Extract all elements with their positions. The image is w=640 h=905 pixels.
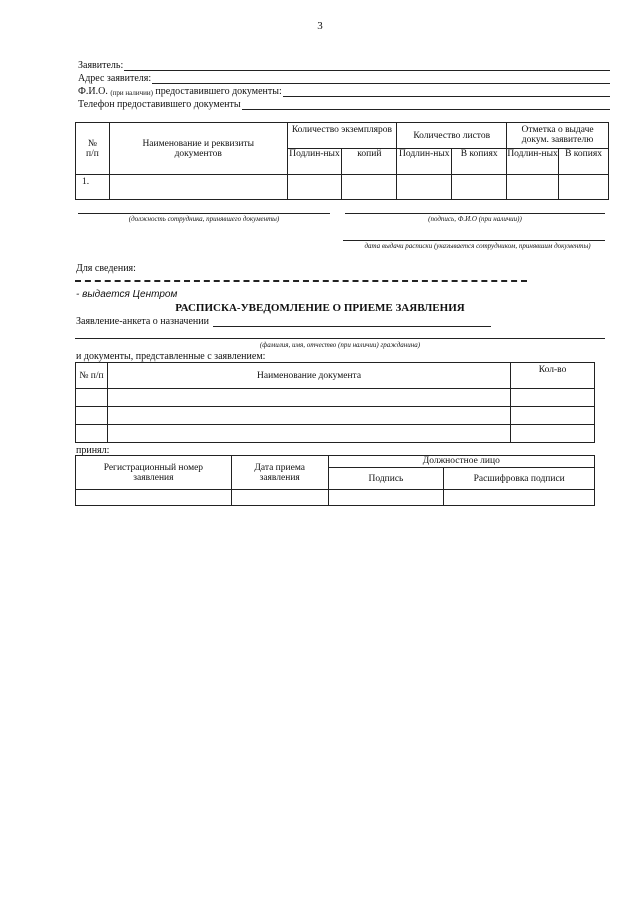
application-label: Заявление-анкета о назначении — [76, 316, 209, 327]
accepted-label: принял: — [76, 445, 110, 456]
col-copies-count-header: Количество экземпляров — [287, 123, 397, 149]
table-row — [76, 175, 609, 200]
row1-cell[interactable] — [342, 175, 397, 200]
acceptance-table — [75, 455, 595, 506]
table-row — [76, 490, 595, 506]
issue-date-line[interactable] — [343, 240, 605, 241]
citizen-fio-line[interactable] — [75, 338, 605, 339]
fio-suffix: предоставившего документы: — [155, 86, 282, 97]
signature-fio-caption: (подпись, Ф.И.О (при наличии)) — [428, 215, 522, 223]
and-documents-label: и документы, представленные с заявлением: — [76, 351, 266, 362]
sub-copies-header: копий — [342, 149, 397, 175]
col-doc-name-header: Наименование документа — [107, 363, 510, 389]
phone-field — [78, 99, 610, 110]
col-official-header: Должностное лицо — [328, 456, 594, 468]
sub-original2-header: Подлин-ных — [397, 149, 452, 175]
col-issue-mark-header: Отметка о выдаче докум. заявителю — [507, 123, 609, 149]
table-row — [76, 425, 595, 443]
sub-in-copies2-header: В копиях — [559, 149, 609, 175]
col-date-header: Дата приема заявления — [231, 456, 328, 490]
applicant-label: Заявитель: — [78, 60, 124, 71]
fio-field — [78, 86, 610, 97]
col-signature-header: Подпись — [328, 468, 444, 490]
row1-num: 1. — [76, 175, 110, 200]
row1-cell[interactable] — [397, 175, 452, 200]
table-row — [76, 389, 595, 407]
employee-position-line[interactable] — [78, 213, 330, 214]
employee-position-caption: (должность сотрудника, принявшего документы) — [128, 215, 280, 223]
col-num-header: № п/п — [76, 363, 108, 389]
issued-by-note: - выдается Центром — [76, 289, 178, 300]
citizen-fio-caption: (фамилия, имя, отчество (при наличии) гражданина) — [259, 341, 421, 349]
sub-in-copies-header: В копиях — [452, 149, 507, 175]
issue-date-caption: дата выдачи расписки (указывается сотрудником, принявшим документы) — [364, 242, 591, 250]
row1-cell[interactable] — [109, 175, 287, 200]
applicant-address-field — [78, 73, 610, 84]
col-name-header: Наименование и реквизиты документов — [109, 123, 287, 175]
col-num-header: № п/п — [76, 123, 110, 175]
receipt-title: РАСПИСКА-УВЕДОМЛЕНИЕ О ПРИЕМЕ ЗАЯВЛЕНИЯ — [175, 302, 465, 314]
for-info-label: Для сведения: — [76, 263, 136, 274]
col-sheets-count-header: Количество листов — [397, 123, 507, 149]
fio-prefix: Ф.И.О. — [78, 86, 108, 97]
table-row — [76, 407, 595, 425]
cut-line — [75, 280, 527, 282]
signature-fio-line[interactable] — [345, 213, 605, 214]
phone-line[interactable] — [242, 100, 610, 110]
col-qty-header: Кол-во — [511, 363, 595, 389]
submitted-documents-table — [75, 362, 595, 443]
row1-cell[interactable] — [507, 175, 559, 200]
application-field — [76, 316, 491, 327]
applicant-line[interactable] — [124, 61, 610, 71]
sub-original-header: Подлин-ных — [287, 149, 342, 175]
phone-label: Телефон предоставившего документы — [78, 99, 241, 110]
row1-cell[interactable] — [287, 175, 342, 200]
documents-table — [75, 122, 609, 200]
col-signature-decode-header: Расшифровка подписи — [444, 468, 595, 490]
page-number: 3 — [317, 20, 323, 32]
applicant-address-line[interactable] — [152, 74, 610, 84]
applicant-address-label: Адрес заявителя: — [78, 73, 152, 84]
row1-cell[interactable] — [559, 175, 609, 200]
sub-original3-header: Подлин-ных — [507, 149, 559, 175]
col-reg-number-header: Регистрационный номер заявления — [76, 456, 232, 490]
application-line[interactable] — [213, 317, 491, 327]
fio-note: (при наличии) — [110, 89, 153, 97]
fio-line[interactable] — [283, 87, 610, 97]
applicant-field — [78, 60, 610, 71]
row1-cell[interactable] — [452, 175, 507, 200]
